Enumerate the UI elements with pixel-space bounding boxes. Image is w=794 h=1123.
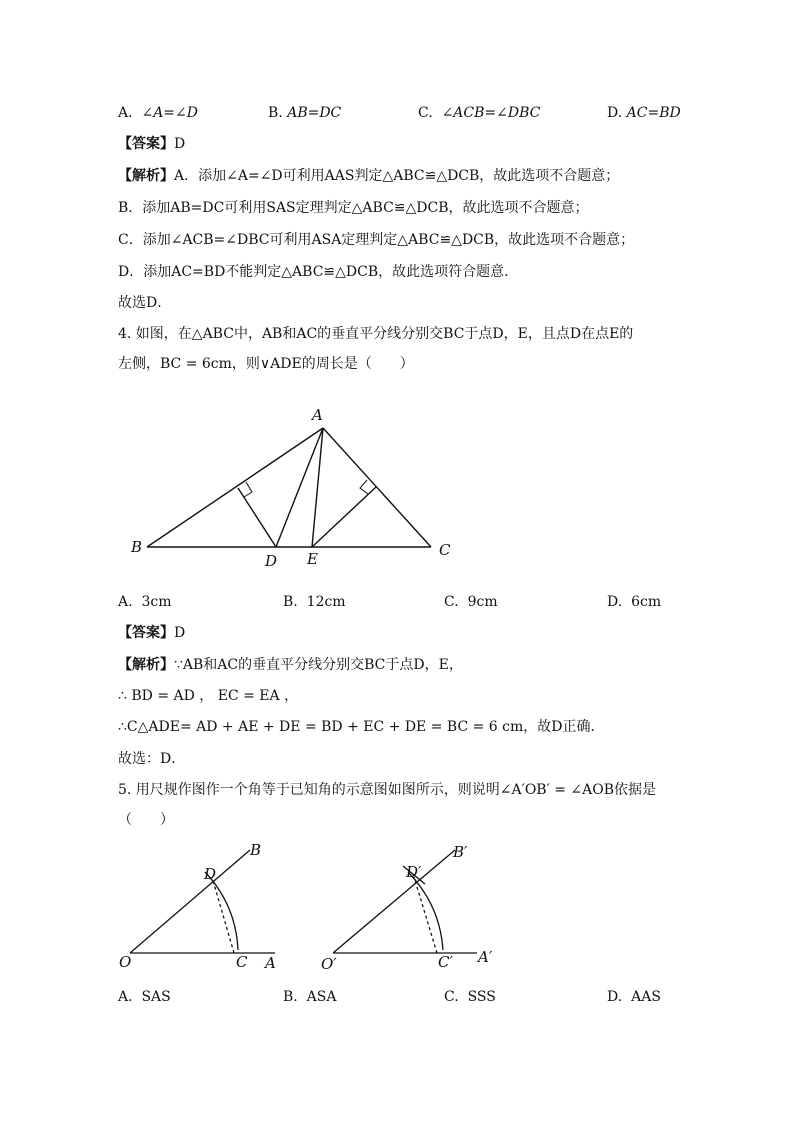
label-a-prime: A′ xyxy=(478,948,493,966)
vertex-label-b: B xyxy=(131,538,143,556)
q3-option-a: A. ∠A=∠D xyxy=(118,105,198,121)
q5-stem-line2: （ ） xyxy=(118,812,174,828)
q3-analysis-c: C．添加∠ACB=∠DBC可利用ASA定理判定△ABC≌△DCB，故此选项不合题意； xyxy=(118,232,635,248)
vertex-label-e: E xyxy=(307,550,318,568)
label-d: D xyxy=(204,865,217,883)
q4-analysis-2: ∴ BD = AD ， EC = EA ， xyxy=(118,688,299,704)
q4-answer: 【答案】D xyxy=(118,625,186,641)
q3-analysis-d: D．添加AC=BD不能判定△ABC≌△DCB，故此选项符合题意． xyxy=(118,264,519,280)
q4-stem-line2: 左侧，BC = 6cm，则∨ADE的周长是（ ） xyxy=(118,356,414,372)
q3-analysis-b: B．添加AB=DC可利用SAS定理判定△ABC≌△DCB，故此选项不合题意； xyxy=(118,200,589,216)
q4-option-b: B. 12cm xyxy=(283,594,346,610)
q4-option-c: C. 9cm xyxy=(444,594,498,610)
dashed-cd-prime xyxy=(414,877,437,953)
label-o-prime: O′ xyxy=(321,955,337,973)
label-o: O xyxy=(119,953,132,971)
q4-option-a: A. 3cm xyxy=(118,594,172,610)
label-c: C xyxy=(236,953,248,971)
vertex-label-a: A xyxy=(312,406,323,424)
q5-option-c: C. SSS xyxy=(444,989,496,1005)
vertex-label-d: D xyxy=(265,552,278,570)
q5-option-a: A. SAS xyxy=(118,989,171,1005)
label-c-prime: C′ xyxy=(438,953,453,971)
arc-cd-prime xyxy=(408,872,443,950)
q3-analysis-a: 【解析】A．添加∠A=∠D可利用AAS判定△ABC≌△DCB，故此选项不合题意； xyxy=(118,168,620,184)
q4-option-d: D. 6cm xyxy=(607,594,662,610)
ray-ob-prime xyxy=(333,850,455,953)
q4-stem-line1: 4. 如图，在△ABC中，AB和AC的垂直平分线分别交BC于点D，E，且点D在点E的 xyxy=(118,326,634,342)
q3-option-b: B. AB=DC xyxy=(268,105,342,121)
label-d-prime: D′ xyxy=(406,863,422,881)
q4-conclusion: 故选：D． xyxy=(118,751,186,767)
q5-option-d: D. AAS xyxy=(607,989,661,1005)
q3-option-d: D. AC=BD xyxy=(607,105,681,121)
q4-analysis-1: 【解析】∵AB和AC的垂直平分线分别交BC于点D，E， xyxy=(118,657,463,673)
q3-conclusion: 故选D． xyxy=(118,295,172,311)
label-b-prime: B′ xyxy=(453,843,468,861)
q5-option-b: B. ASA xyxy=(283,989,337,1005)
q3-option-c: C. ∠ACB=∠DBC xyxy=(418,105,541,121)
label-b: B xyxy=(250,841,262,859)
label-a: A xyxy=(265,954,276,972)
q4-analysis-3: ∴C△ADE= AD + AE + DE = BD + EC + DE = BC = 6 cm，故D正确． xyxy=(118,719,605,735)
q5-stem-line1: 5. 用尺规作图作一个角等于已知角的示意图如图所示，则说明∠A′OB′ = ∠AOB依据是 xyxy=(118,782,657,798)
vertex-label-c: C xyxy=(439,541,451,559)
q3-answer: 【答案】D xyxy=(118,136,186,152)
